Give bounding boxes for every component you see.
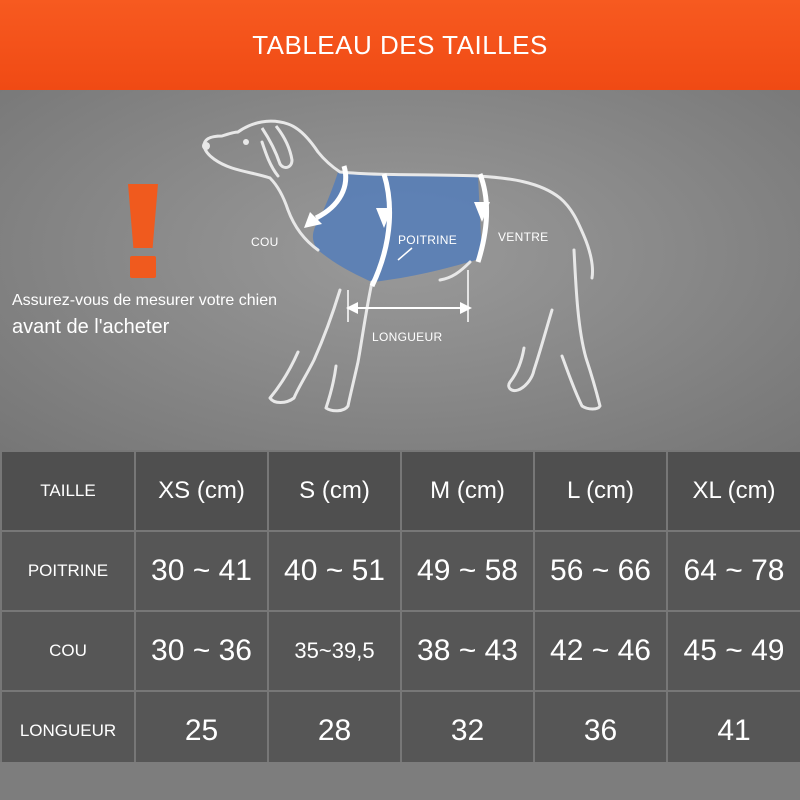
dog-nose bbox=[202, 142, 210, 150]
notice-line-2: avant de l'acheter bbox=[12, 316, 170, 338]
label-cou: COU bbox=[251, 235, 279, 249]
table-header-row bbox=[1, 451, 800, 531]
label-ventre: VENTRE bbox=[498, 230, 549, 244]
table-cell: 45 ~ 49 bbox=[667, 611, 800, 691]
ear-shape bbox=[262, 126, 292, 167]
row-label: COU bbox=[1, 611, 135, 691]
size-header-xs: XS (cm) bbox=[135, 451, 268, 531]
table-cell: 25 bbox=[135, 691, 268, 771]
row-label: POITRINE bbox=[1, 531, 135, 611]
table-cell: 35~39,5 bbox=[268, 611, 401, 691]
table-cell: 28 bbox=[268, 691, 401, 771]
size-header-s: S (cm) bbox=[268, 451, 401, 531]
length-arrow-right bbox=[460, 302, 472, 314]
size-header-xl: XL (cm) bbox=[667, 451, 800, 531]
table-row-cou bbox=[1, 611, 800, 691]
table-cell: 41 bbox=[667, 691, 800, 771]
notice-line-1: Assurez-vous de mesurer votre chien bbox=[12, 292, 277, 309]
table-cell: 30 ~ 36 bbox=[135, 611, 268, 691]
table-cell: 40 ~ 51 bbox=[268, 531, 401, 611]
measurement-illustration bbox=[0, 90, 800, 450]
warning-dot-icon bbox=[130, 256, 156, 278]
page-title: TABLEAU DES TAILLES bbox=[252, 29, 548, 60]
harness-shape bbox=[313, 172, 482, 282]
header-banner bbox=[0, 0, 800, 90]
table-cell: 42 ~ 46 bbox=[534, 611, 667, 691]
row-label: LONGUEUR bbox=[1, 691, 135, 771]
table-row-longueur bbox=[1, 691, 800, 771]
table-cell: 64 ~ 78 bbox=[667, 531, 800, 611]
footer-band bbox=[0, 762, 800, 800]
table-cell: 36 bbox=[534, 691, 667, 771]
size-header-m: M (cm) bbox=[401, 451, 534, 531]
table-row-poitrine bbox=[1, 531, 800, 611]
dog-eye bbox=[243, 139, 249, 145]
size-header-l: L (cm) bbox=[534, 451, 667, 531]
table-cell: 38 ~ 43 bbox=[401, 611, 534, 691]
dog-diagram bbox=[0, 90, 800, 450]
table-cell: 56 ~ 66 bbox=[534, 531, 667, 611]
corner-label: TAILLE bbox=[1, 451, 135, 531]
size-table bbox=[0, 450, 800, 772]
table-cell: 30 ~ 41 bbox=[135, 531, 268, 611]
table-cell: 32 bbox=[401, 691, 534, 771]
table-cell: 49 ~ 58 bbox=[401, 531, 534, 611]
label-longueur: LONGUEUR bbox=[372, 330, 443, 344]
measure-notice bbox=[12, 288, 277, 340]
label-poitrine: POITRINE bbox=[398, 233, 458, 247]
